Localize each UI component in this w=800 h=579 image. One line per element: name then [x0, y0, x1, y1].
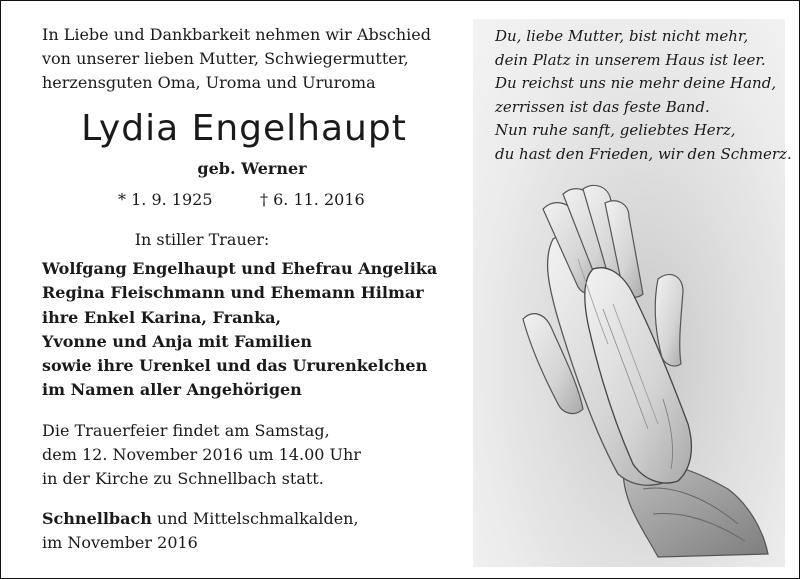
family-line: sowie ihre Urenkel und das Ururenkelchen: [42, 356, 428, 376]
mourning-heading: In stiller Trauer:: [134, 230, 270, 249]
intro-line: von unserer lieben Mutter, Schwiegermutter,: [42, 49, 409, 68]
intro-text: [42, 23, 462, 95]
intro-line: herzensguten Oma, Uroma und Ururoma: [42, 73, 376, 92]
intro-line: In Liebe und Dankbarkeit nehmen wir Abschied: [42, 25, 432, 44]
service-line: dem 12. November 2016 um 14.00 Uhr: [42, 444, 361, 464]
poem-line: Du reichst uns nie mehr deine Hand,: [495, 74, 777, 92]
place-and-date: [42, 507, 462, 555]
date-line: im November 2016: [42, 532, 198, 552]
death-date: † 6. 11. 2016: [260, 190, 365, 209]
place-rest: und Mittelschmalkalden,: [151, 508, 359, 528]
poem-line: Nun ruhe sanft, geliebtes Herz,: [495, 121, 736, 139]
service-line: in der Kirche zu Schnellbach statt.: [42, 468, 324, 488]
poem-line: zerrissen ist das feste Band.: [495, 97, 710, 116]
poem: [495, 25, 792, 166]
place-town: Schnellbach: [42, 508, 152, 528]
family-line: Wolfgang Engelhaupt und Ehefrau Angelika: [42, 259, 438, 278]
family-line: Regina Fleischmann und Ehemann Hilmar: [42, 283, 424, 303]
maiden-name: geb. Werner: [197, 159, 307, 178]
deceased-name: Lydia Engelhaupt: [81, 108, 407, 149]
family-line: ihre Enkel Karina, Franka,: [42, 307, 282, 327]
praying-hands-icon: [483, 169, 783, 559]
service-info: [42, 419, 462, 491]
family-line: Yvonne und Anja mit Familien: [42, 331, 312, 351]
right-panel: [473, 19, 792, 567]
left-column: [42, 23, 462, 555]
poem-line: dein Platz in unserem Haus ist leer.: [495, 50, 766, 69]
life-dates: [42, 190, 462, 212]
service-line: Die Trauerfeier findet am Samstag,: [42, 420, 330, 440]
poem-line: du hast den Frieden, wir den Schmerz.: [495, 144, 792, 163]
family-line: im Namen aller Angehörigen: [42, 380, 302, 400]
birth-date: * 1. 9. 1925: [118, 190, 213, 209]
family-list: [42, 257, 462, 403]
place-line: [42, 507, 462, 531]
poem-line: Du, liebe Mutter, bist nicht mehr,: [495, 27, 749, 45]
